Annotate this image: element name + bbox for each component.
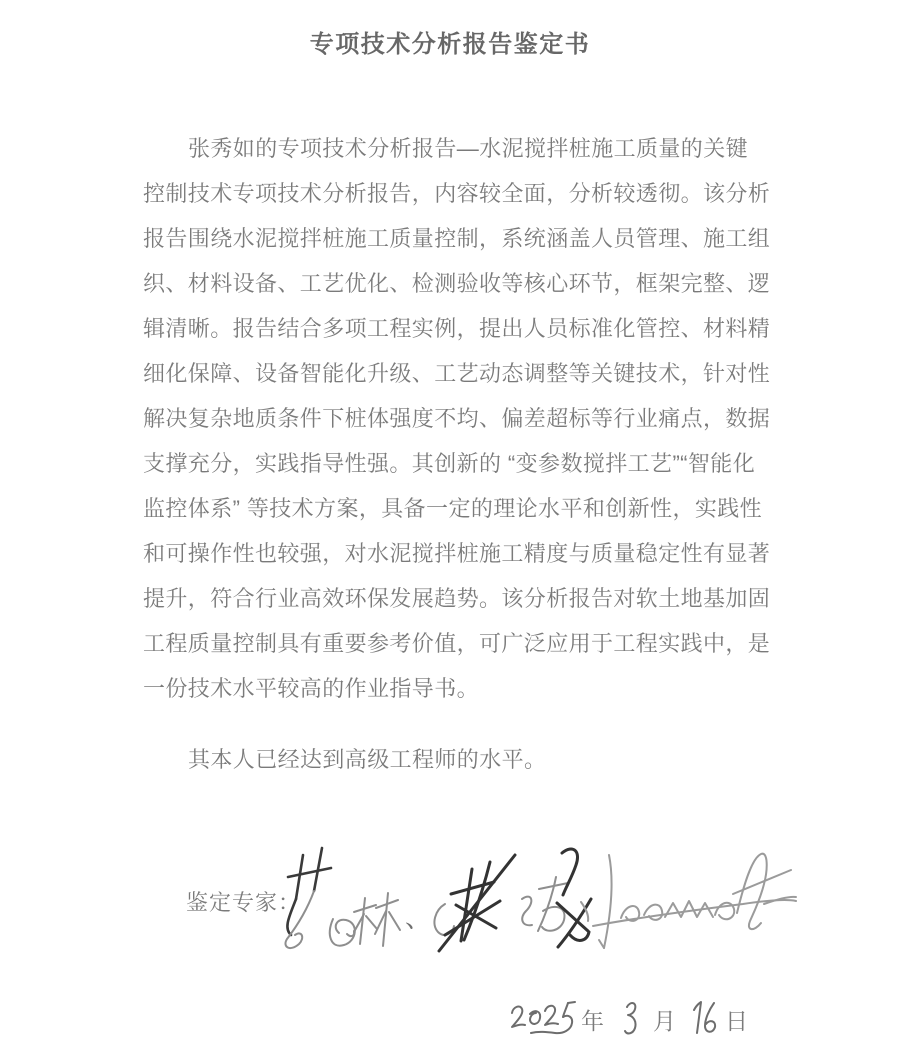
- signature-separator: 、: [405, 903, 432, 933]
- closing-paragraph: 其本人已经达到高级工程师的水平。: [188, 747, 547, 772]
- body-line: 织、材料设备、工艺优化、检测验收等核心环节，框架完整、逻: [143, 271, 771, 296]
- month-unit-label: 月: [653, 1008, 676, 1034]
- body-line: 报告围绕水泥搅拌桩施工质量控制，系统涵盖人员管理、施工组: [143, 226, 771, 251]
- body-line: 监控体系” 等技术方案，具备一定的理论水平和创新性，实践性: [143, 496, 763, 521]
- handwritten-day: [689, 998, 719, 1043]
- expert-signature-2-icon: [434, 849, 591, 951]
- main-paragraph: [143, 126, 823, 711]
- expert-signature-1-icon: [285, 848, 400, 948]
- document-title: 专项技术分析报告鉴定书: [309, 31, 591, 58]
- day-unit-label: 日: [725, 1008, 748, 1034]
- expert-signature-3-icon: [581, 854, 796, 948]
- year-unit-label: 年: [581, 1008, 604, 1034]
- body-line: 解决复杂地质条件下桩体强度不均、偏差超标等行业痛点，数据: [143, 406, 771, 431]
- appraisal-experts-label: 鉴定专家：: [186, 890, 302, 915]
- body-line: 一份技术水平较高的作业指导书。: [143, 676, 480, 701]
- body-line: 工程质量控制具有重要参考价值，可广泛应用于工程实践中，是: [143, 631, 771, 656]
- body-line: 细化保障、设备智能化升级、工艺动态调整等关键技术，针对性: [143, 361, 771, 386]
- handwritten-year: [509, 999, 577, 1044]
- body-line: 支撑充分，实践指导性强。其创新的 “变参数搅拌工艺”“智能化: [143, 451, 756, 476]
- body-line: 张秀如的专项技术分析报告—水泥搅拌桩施工质量的关键: [188, 136, 749, 161]
- date-line: [505, 993, 785, 1043]
- body-line: 控制技术专项技术分析报告，内容较全面，分析较透彻。该分析: [143, 181, 771, 206]
- body-line: 辑清晰。报告结合多项工程实例，提出人员标准化管控、材料精: [143, 316, 771, 341]
- body-line: 和可操作性也较强，对水泥搅拌桩施工精度与质量稳定性有显著: [143, 541, 771, 566]
- handwritten-month: [623, 998, 641, 1043]
- handwritten-signatures: [275, 842, 805, 964]
- body-line: 提升，符合行业高效环保发展趋势。该分析报告对软土地基加固: [143, 586, 771, 611]
